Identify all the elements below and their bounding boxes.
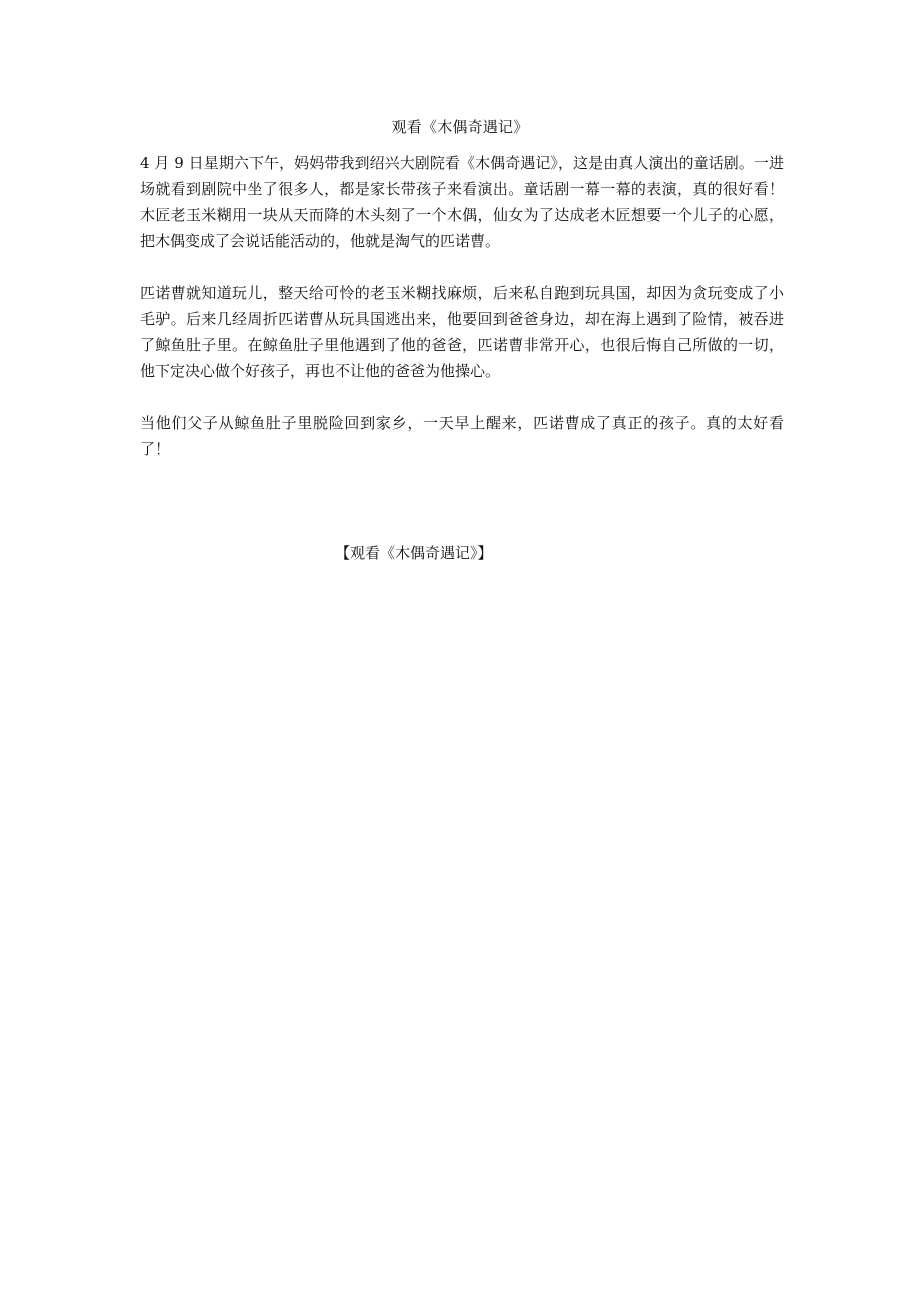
footer-title: 【观看《木偶奇遇记》】 [335,544,493,562]
document-body [140,150,784,488]
paragraph-3: 当他们父子从鲸鱼肚子里脱险回到家乡，一天早上醒来，匹诺曹成了真正的孩子。真的太好看了！ [140,414,784,458]
paragraph-1: 4 月 9 日星期六下午，妈妈带我到绍兴大剧院看《木偶奇遇记》，这是由真人演出的童话剧。一进场就看到剧院中坐了很多人，都是家长带孩子来看演出。童话剧一幕一幕的表演，真的很好看！木匠老玉米糊用一块从天而降的木头刻了一个木偶，仙女为了达成老木匠想要一个儿子的心愿，把木偶变成了会说话能活动的，他就是淘气的匹诺曹。 [140,154,784,250]
document-title: 观看《木偶奇遇记》 [391,118,529,136]
paragraph-2: 匹诺曹就知道玩儿，整天给可怜的老玉米糊找麻烦，后来私自跑到玩具国，却因为贪玩变成了小毛驴。后来几经周折匹诺曹从玩具国逃出来，他要回到爸爸身边，却在海上遇到了险情，被吞进了鲸鱼肚子里。在鲸鱼肚子里他遇到了他的爸爸，匹诺曹非常开心，也很后悔自己所做的一切，他下定决心做个好孩子，再也不让他的爸爸为他操心。 [140,284,784,380]
